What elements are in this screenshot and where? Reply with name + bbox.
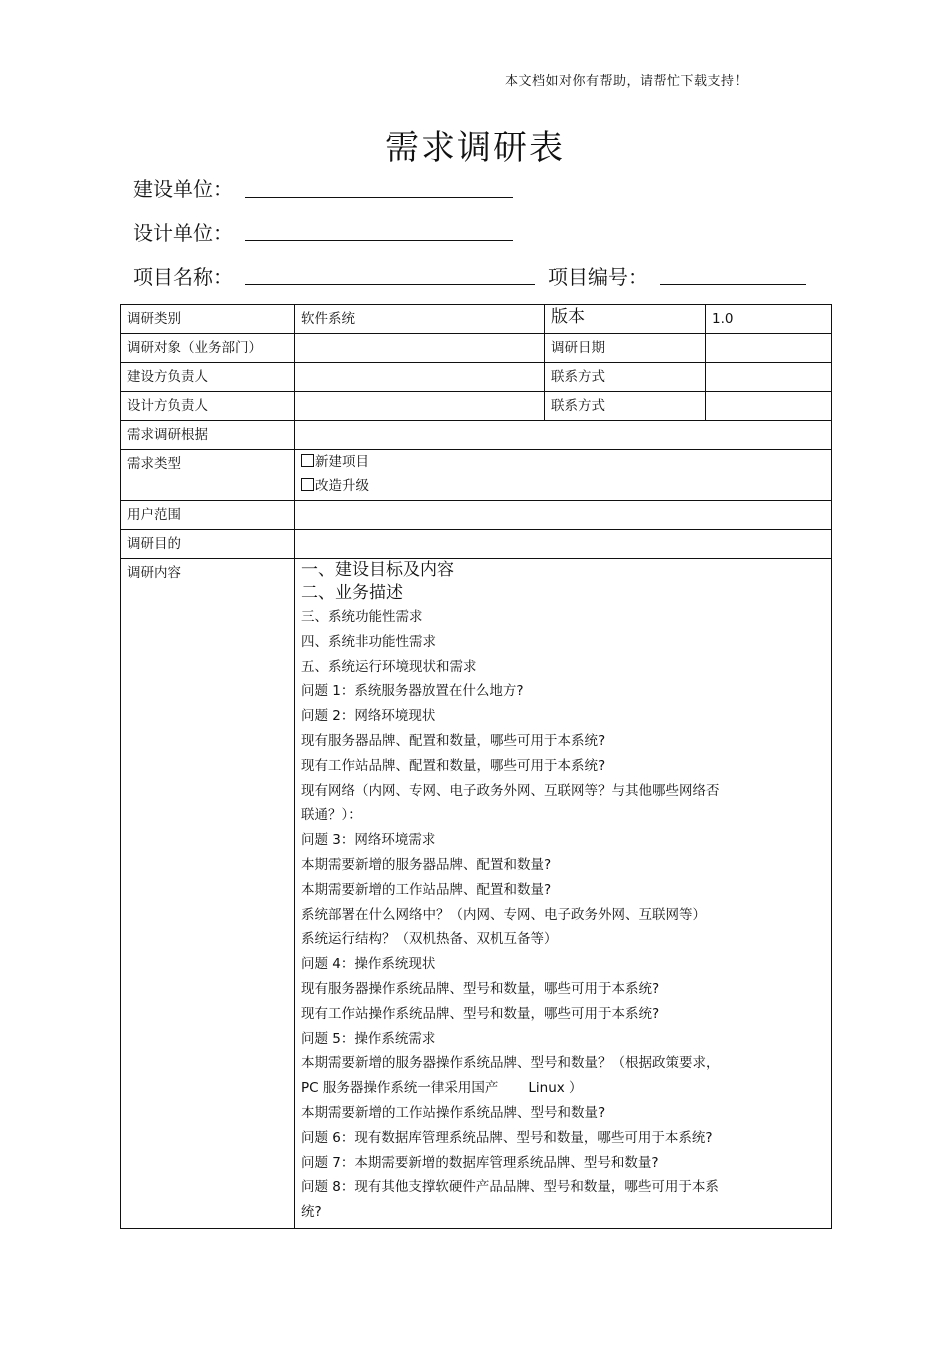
- date-value: [706, 334, 832, 363]
- survey-table: [120, 304, 832, 1229]
- design-owner-label: 设计方负责人: [121, 392, 295, 421]
- table-row: [121, 334, 832, 363]
- purpose-value: [295, 530, 832, 559]
- content-line: 问题 1：系统服务器放置在什么地方?: [301, 683, 524, 700]
- content-line: 本期需要新增的服务器操作系统品牌、型号和数量？（根据政策要求，: [301, 1055, 720, 1072]
- content-line: 本期需要新增的工作站操作系统品牌、型号和数量?: [301, 1104, 606, 1121]
- project-number-label: 项目编号：: [548, 265, 648, 289]
- type-option-label: 新建项目: [315, 454, 369, 470]
- table-row: [121, 421, 832, 450]
- checkbox-icon[interactable]: [301, 478, 314, 491]
- type-option-upgrade[interactable]: [301, 474, 825, 498]
- content-line: 本期需要新增的工作站品牌、配置和数量?: [301, 881, 552, 898]
- content-line: 四、系统非功能性需求: [301, 633, 436, 650]
- type-label: 需求类型: [121, 450, 295, 501]
- build-owner-label: 建设方负责人: [121, 363, 295, 392]
- table-row: [121, 392, 832, 421]
- content-line: 问题 3：网络环境需求: [301, 832, 436, 849]
- content-line: 系统运行结构？（双机热备、双机互备等）: [301, 931, 558, 948]
- purpose-label: 调研目的: [121, 530, 295, 559]
- table-row: [121, 305, 832, 334]
- contact-label: 联系方式: [545, 392, 706, 421]
- version-label: 版本: [545, 305, 706, 334]
- content-line: 二、业务描述: [301, 583, 403, 603]
- contact-value: [706, 363, 832, 392]
- content-line: 问题 7：本期需要新增的数据库管理系统品牌、型号和数量?: [301, 1154, 659, 1171]
- content-line: 联通？）：: [301, 807, 362, 824]
- basis-value: [295, 421, 832, 450]
- content-list: [295, 559, 832, 1229]
- content-line: 问题 8：现有其他支撑软硬件产品品牌、型号和数量，哪些可用于本系: [301, 1179, 719, 1196]
- page-title: 需求调研表: [385, 128, 565, 168]
- content-line: 一、建设目标及内容: [301, 560, 454, 580]
- contact-label: 联系方式: [545, 363, 706, 392]
- target-value: [295, 334, 545, 363]
- content-line: 问题 4：操作系统现状: [301, 956, 436, 973]
- category-value: 软件系统: [295, 305, 545, 334]
- table-row: [121, 363, 832, 392]
- content-line: 系统部署在什么网络中？（内网、专网、电子政务外网、互联网等）: [301, 906, 706, 923]
- build-owner-value: [295, 363, 545, 392]
- project-number-line: [660, 284, 806, 285]
- contact-value: [706, 392, 832, 421]
- content-line: 现有工作站品牌、配置和数量，哪些可用于本系统?: [301, 757, 606, 774]
- content-line: 统?: [301, 1204, 322, 1221]
- target-label: 调研对象（业务部门）: [121, 334, 295, 363]
- content-line: 现有网络（内网、专网、电子政务外网、互联网等？与其他哪些网络否: [301, 782, 720, 799]
- basis-label: 需求调研根据: [121, 421, 295, 450]
- type-option-label: 改造升级: [315, 478, 369, 494]
- user-scope-value: [295, 501, 832, 530]
- content-label: 调研内容: [121, 559, 295, 1229]
- table-row: [121, 501, 832, 530]
- date-label: 调研日期: [545, 334, 706, 363]
- category-label: 调研类别: [121, 305, 295, 334]
- build-unit-label: 建设单位：: [133, 177, 233, 201]
- content-line: 三、系统功能性需求: [301, 609, 423, 625]
- design-unit-label: 设计单位：: [133, 221, 233, 245]
- design-owner-value: [295, 392, 545, 421]
- checkbox-icon[interactable]: [301, 454, 314, 467]
- table-row: [121, 559, 832, 1229]
- content-line: 问题 6：现有数据库管理系统品牌、型号和数量，哪些可用于本系统?: [301, 1129, 713, 1146]
- design-unit-line: [245, 240, 513, 241]
- content-line: 问题 5：操作系统需求: [301, 1030, 436, 1047]
- type-option-new[interactable]: [301, 450, 825, 474]
- content-line: 问题 2：网络环境现状: [301, 708, 436, 725]
- build-unit-line: [245, 197, 513, 198]
- content-line: PC 服务器操作系统一律采用国产 Linux ）: [301, 1080, 583, 1097]
- type-options: [295, 450, 832, 501]
- table-row: [121, 530, 832, 559]
- content-line: 现有服务器品牌、配置和数量，哪些可用于本系统?: [301, 732, 606, 749]
- project-name-line: [245, 284, 535, 285]
- header-note: 本文档如对你有帮助，请帮忙下载支持！: [505, 74, 749, 89]
- content-line: 五、系统运行环境现状和需求: [301, 658, 477, 675]
- user-scope-label: 用户范围: [121, 501, 295, 530]
- content-line: 本期需要新增的服务器品牌、配置和数量?: [301, 856, 552, 873]
- project-name-label: 项目名称：: [133, 265, 233, 289]
- content-line: 现有服务器操作系统品牌、型号和数量，哪些可用于本系统?: [301, 980, 660, 997]
- version-value: 1.0: [706, 305, 832, 334]
- content-line: 现有工作站操作系统品牌、型号和数量，哪些可用于本系统?: [301, 1005, 660, 1022]
- table-row: [121, 450, 832, 501]
